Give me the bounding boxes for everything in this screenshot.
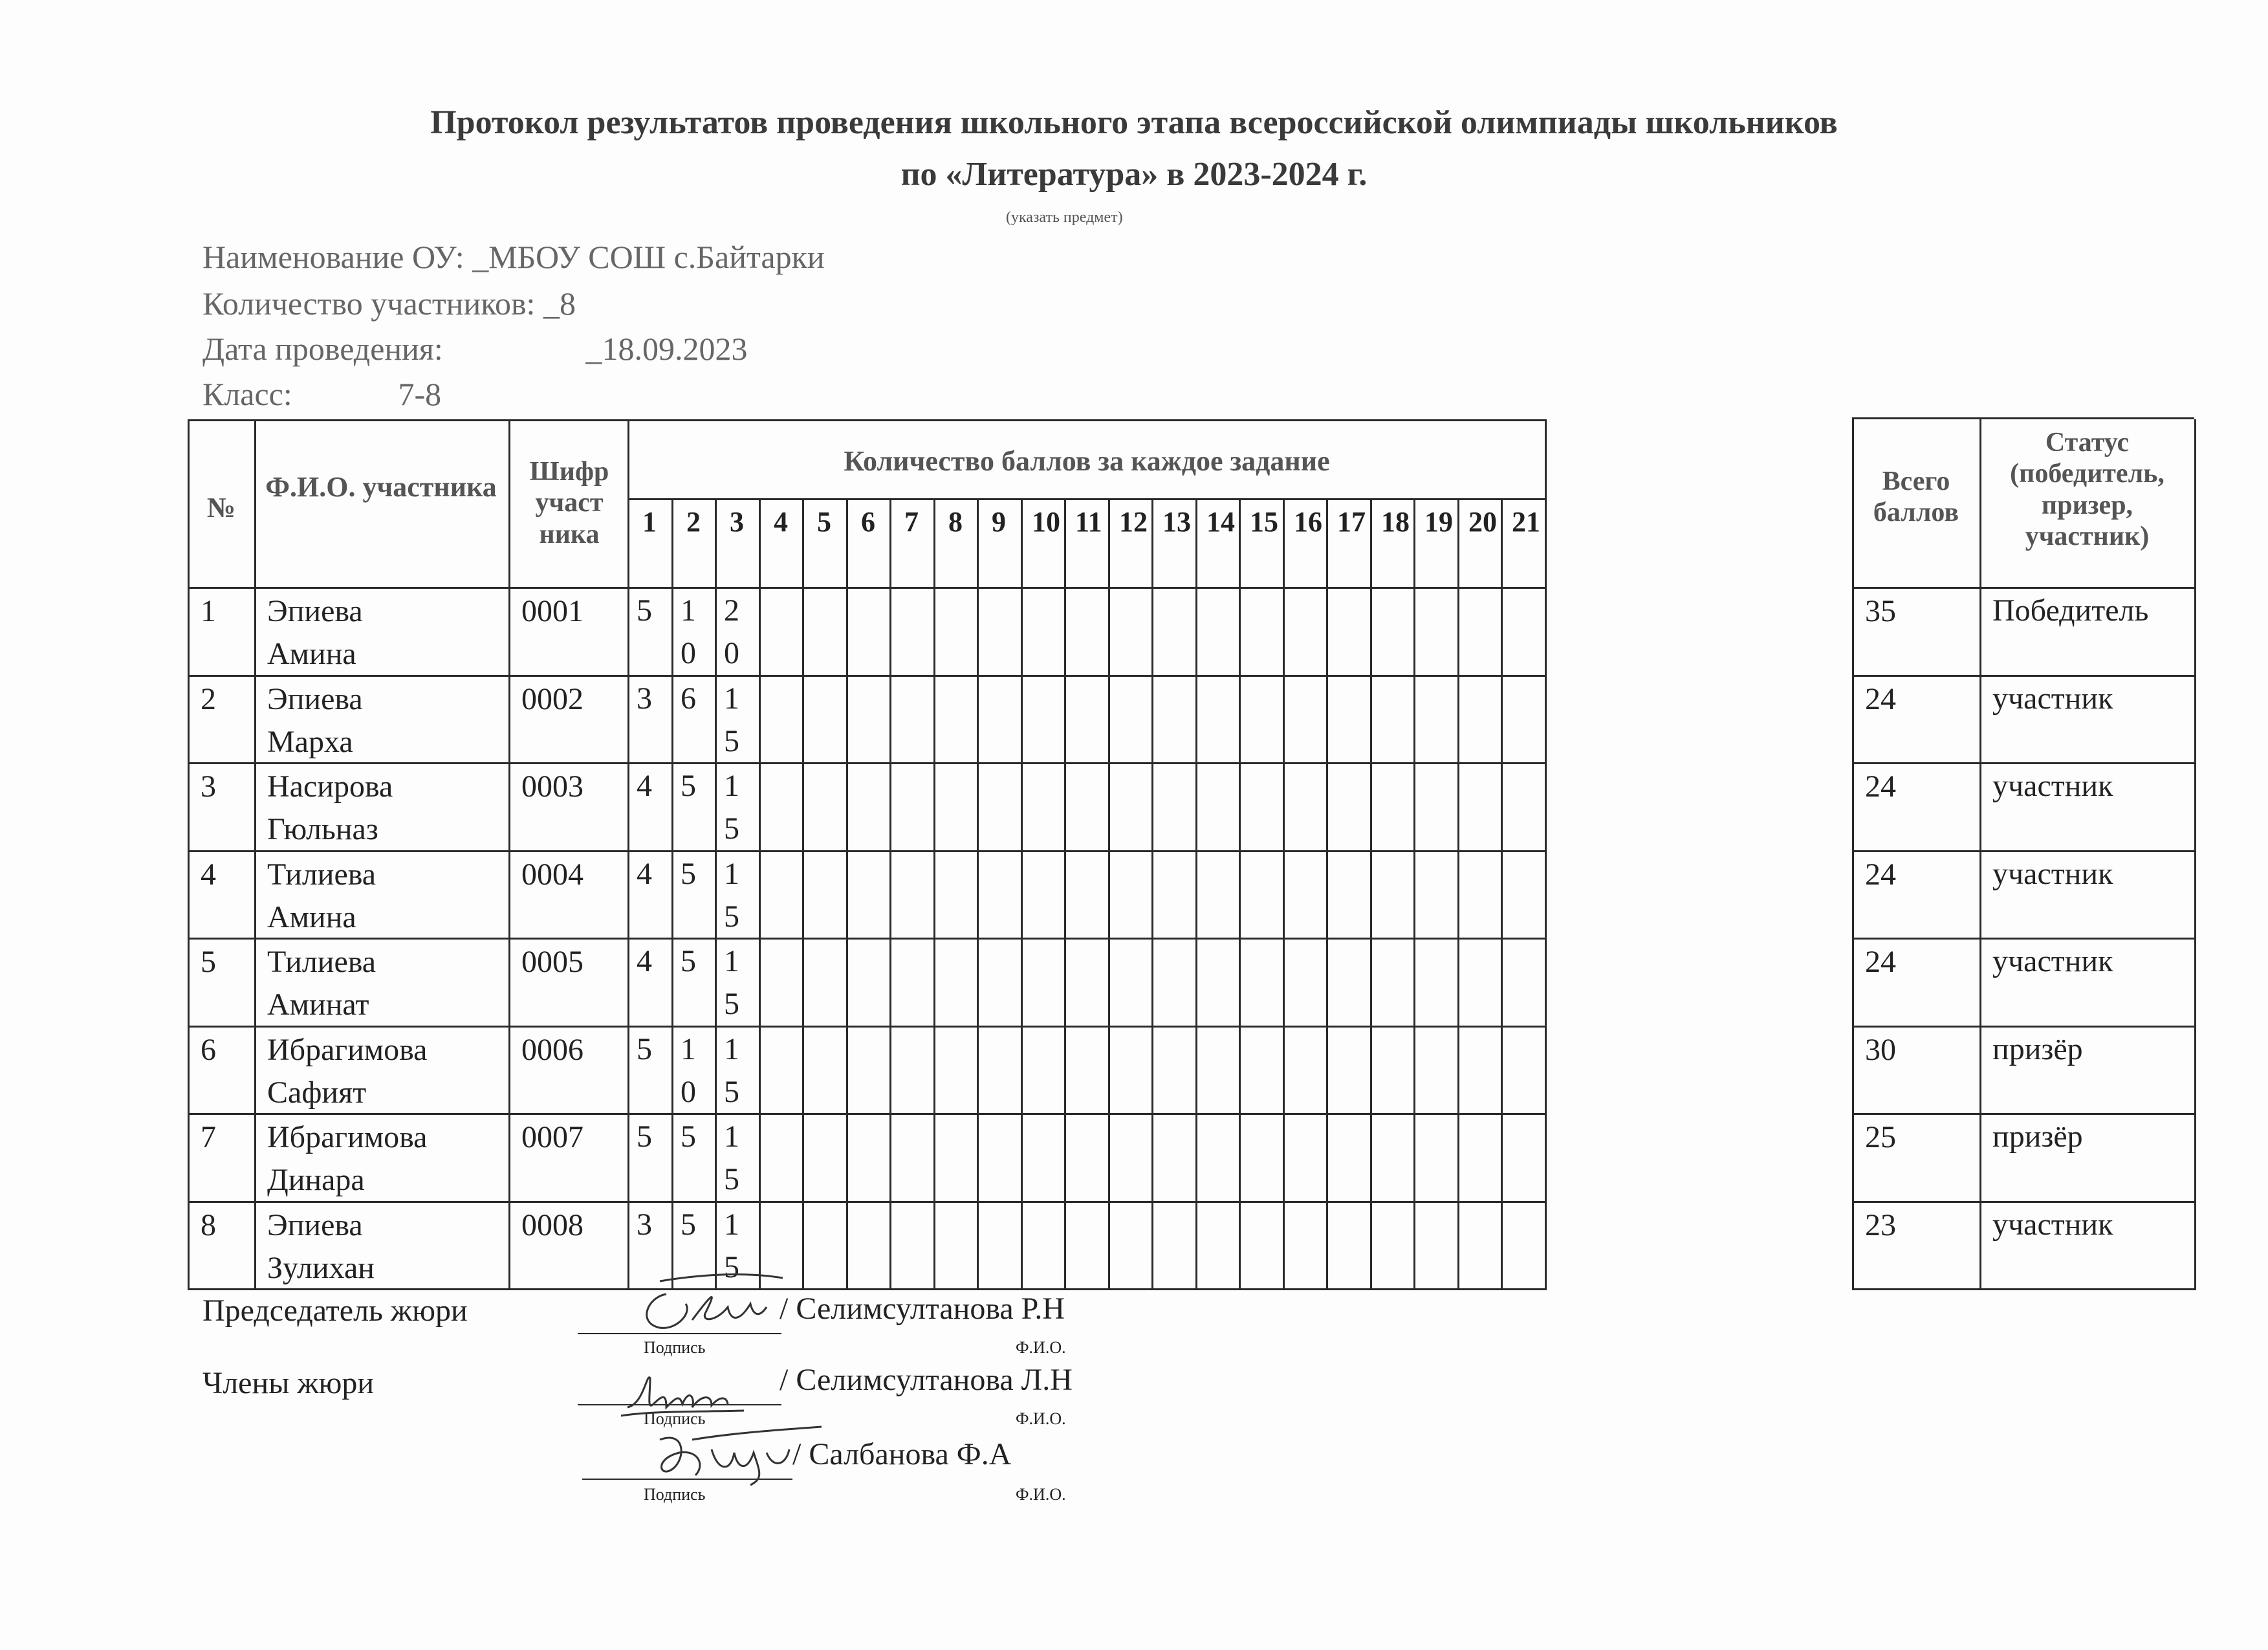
participant-code: 0006 bbox=[521, 1033, 583, 1067]
column-line bbox=[188, 419, 190, 1290]
count-value: _8 bbox=[543, 285, 576, 322]
header-bottom-line-right bbox=[1852, 587, 2194, 589]
task-number-header: 1 bbox=[642, 506, 657, 538]
task-score-3: 15 bbox=[724, 857, 739, 934]
task-score-1: 5 bbox=[637, 1119, 652, 1154]
task-column-line bbox=[889, 498, 891, 1290]
table-border-top-right bbox=[1852, 417, 2194, 419]
task-score-1: 4 bbox=[637, 857, 652, 891]
participant-status: Победитель bbox=[1992, 593, 2149, 628]
task-score-1: 4 bbox=[637, 769, 652, 803]
participant-code: 0007 bbox=[521, 1120, 583, 1154]
participant-last-name: Тилиева bbox=[267, 945, 376, 979]
chair-signature-image bbox=[621, 1268, 789, 1339]
participant-first-name: Аминат bbox=[267, 987, 369, 1022]
row-line-right bbox=[1852, 850, 2194, 852]
task-score-3: 15 bbox=[724, 681, 739, 758]
member1-signature-image bbox=[615, 1359, 757, 1424]
task-column-line bbox=[1239, 498, 1241, 1290]
participant-last-name: Эпиева bbox=[267, 594, 363, 628]
column-line bbox=[254, 419, 256, 1290]
task-column-line bbox=[671, 498, 673, 1290]
tasks-subheader-line bbox=[627, 498, 1545, 500]
participant-code: 0002 bbox=[521, 682, 583, 716]
participant-last-name: Насирова bbox=[267, 769, 393, 804]
class-value: 7-8 bbox=[398, 376, 442, 412]
task-score-1: 4 bbox=[637, 944, 652, 978]
header-tasks: Количество баллов за каждое задание bbox=[844, 445, 1330, 477]
row-number: 2 bbox=[201, 682, 216, 716]
task-column-line bbox=[1151, 498, 1153, 1290]
header-bottom-line bbox=[188, 587, 1545, 589]
participant-code: 0001 bbox=[521, 594, 583, 628]
row-line bbox=[188, 1026, 1545, 1028]
chair-name: / Селимсултанова Р.Н bbox=[780, 1292, 1065, 1326]
participant-last-name: Ибрагимова bbox=[267, 1033, 428, 1067]
participant-last-name: Эпиева bbox=[267, 1208, 363, 1242]
row-number: 4 bbox=[201, 857, 216, 892]
member2-signature-caption: Подпись bbox=[644, 1485, 706, 1504]
row-line-right bbox=[1852, 1201, 2194, 1203]
chair-fio-caption: Ф.И.О. bbox=[1016, 1338, 1066, 1357]
task-number-header: 4 bbox=[774, 506, 788, 538]
row-line-right bbox=[1852, 1113, 2194, 1115]
task-column-line bbox=[846, 498, 848, 1290]
chair-label: Председатель жюри bbox=[202, 1293, 468, 1328]
column-line bbox=[1852, 419, 1854, 1290]
row-line-right bbox=[1852, 762, 2194, 764]
task-column-line bbox=[977, 498, 979, 1290]
task-number-header: 16 bbox=[1294, 506, 1322, 538]
header-total: Всего баллов bbox=[1873, 467, 1959, 528]
participant-status: участник bbox=[1992, 1207, 2113, 1242]
member1-fio-caption: Ф.И.О. bbox=[1016, 1409, 1066, 1428]
total-score: 30 bbox=[1865, 1033, 1896, 1067]
task-number-header: 8 bbox=[948, 506, 963, 538]
task-score-3: 15 bbox=[724, 1119, 739, 1196]
member1-signature-caption: Подпись bbox=[644, 1409, 706, 1428]
task-number-header: 3 bbox=[730, 506, 744, 538]
row-line bbox=[188, 762, 1545, 764]
total-score: 25 bbox=[1865, 1120, 1896, 1154]
participant-first-name: Гюльназ bbox=[267, 812, 378, 846]
date-value: _18.09.2023 bbox=[585, 331, 748, 367]
task-number-header: 6 bbox=[861, 506, 875, 538]
task-column-line bbox=[1283, 498, 1285, 1290]
task-number-header: 2 bbox=[686, 506, 701, 538]
task-score-2: 5 bbox=[681, 944, 696, 978]
row-number: 7 bbox=[201, 1120, 216, 1154]
task-score-3: 20 bbox=[724, 593, 739, 670]
task-number-header: 5 bbox=[817, 506, 831, 538]
column-line bbox=[508, 419, 510, 1290]
task-score-1: 5 bbox=[637, 593, 652, 628]
date-label: Дата проведения: bbox=[202, 331, 443, 367]
participant-last-name: Эпиева bbox=[267, 682, 363, 716]
row-line-right bbox=[1852, 1288, 2194, 1290]
participant-code: 0003 bbox=[521, 769, 583, 804]
participant-first-name: Амина bbox=[267, 900, 356, 934]
row-line bbox=[188, 1113, 1545, 1115]
row-number: 3 bbox=[201, 769, 216, 804]
column-line bbox=[1545, 419, 1547, 1290]
participant-first-name: Динара bbox=[267, 1163, 365, 1197]
member1-name: / Селимсултанова Л.Н bbox=[780, 1363, 1073, 1397]
total-score: 35 bbox=[1865, 594, 1896, 628]
task-column-line bbox=[1021, 498, 1023, 1290]
task-column-line bbox=[1195, 498, 1197, 1290]
task-number-header: 20 bbox=[1468, 506, 1497, 538]
task-column-line bbox=[1064, 498, 1066, 1290]
participant-status: участник bbox=[1992, 944, 2113, 978]
count-label: Количество участников: bbox=[202, 285, 536, 322]
participant-code: 0004 bbox=[521, 857, 583, 892]
header-num: № bbox=[206, 492, 236, 523]
total-score: 23 bbox=[1865, 1208, 1896, 1242]
task-score-1: 5 bbox=[637, 1032, 652, 1066]
row-line-right bbox=[1852, 675, 2194, 677]
row-number: 1 bbox=[201, 594, 216, 628]
participant-first-name: Сафият bbox=[267, 1075, 367, 1110]
task-column-line bbox=[715, 498, 717, 1290]
row-line bbox=[188, 675, 1545, 677]
header-code: Шифр участ ника bbox=[529, 457, 609, 549]
task-column-line bbox=[1457, 498, 1459, 1290]
task-column-line bbox=[1370, 498, 1372, 1290]
header-status: Статус (победитель, призер, участник) bbox=[2010, 428, 2164, 551]
task-number-header: 9 bbox=[992, 506, 1006, 538]
participant-code: 0005 bbox=[521, 945, 583, 979]
task-score-2: 5 bbox=[681, 1119, 696, 1154]
row-line bbox=[188, 938, 1545, 940]
participant-status: участник bbox=[1992, 681, 2113, 716]
task-number-header: 11 bbox=[1075, 506, 1102, 538]
total-score: 24 bbox=[1865, 682, 1896, 716]
task-column-line bbox=[1326, 498, 1328, 1290]
task-score-1: 3 bbox=[637, 681, 652, 716]
task-column-line bbox=[1108, 498, 1110, 1290]
task-number-header: 17 bbox=[1337, 506, 1366, 538]
participant-last-name: Ибрагимова bbox=[267, 1120, 428, 1154]
task-score-3: 15 bbox=[724, 1032, 739, 1109]
row-line bbox=[188, 1201, 1545, 1203]
row-line bbox=[188, 1288, 1545, 1290]
task-number-header: 12 bbox=[1119, 506, 1148, 538]
participant-first-name: Амина bbox=[267, 637, 356, 671]
task-score-3: 15 bbox=[724, 944, 739, 1021]
row-number: 5 bbox=[201, 945, 216, 979]
column-line bbox=[627, 419, 629, 1290]
total-score: 24 bbox=[1865, 769, 1896, 804]
row-line-right bbox=[1852, 938, 2194, 940]
title-line-2: по «Литература» в 2023-2024 г. bbox=[900, 156, 1368, 193]
subject-hint: (указать предмет) bbox=[1006, 209, 1123, 226]
task-number-header: 10 bbox=[1032, 506, 1060, 538]
task-score-2: 5 bbox=[681, 769, 696, 803]
row-number: 6 bbox=[201, 1033, 216, 1067]
participant-status: призёр bbox=[1992, 1032, 2083, 1066]
task-score-3: 15 bbox=[724, 769, 739, 846]
task-score-1: 3 bbox=[637, 1207, 652, 1242]
header-name: Ф.И.О. участника bbox=[265, 471, 497, 503]
column-line bbox=[1979, 419, 1981, 1290]
title-line-1: Протокол результатов проведения школьного этапа всероссийской олимпиады школьников bbox=[430, 104, 1838, 141]
participant-status: участник bbox=[1992, 769, 2113, 803]
total-score: 24 bbox=[1865, 945, 1896, 979]
participant-status: участник bbox=[1992, 857, 2113, 891]
member2-fio-caption: Ф.И.О. bbox=[1016, 1485, 1066, 1504]
task-score-2: 10 bbox=[681, 593, 696, 670]
school-label: Наименование ОУ: bbox=[202, 239, 464, 275]
task-column-line bbox=[759, 498, 761, 1290]
task-column-line bbox=[933, 498, 935, 1290]
task-column-line bbox=[1501, 498, 1503, 1290]
task-column-line bbox=[802, 498, 804, 1290]
participant-first-name: Марха bbox=[267, 725, 353, 759]
task-score-3: 15 bbox=[724, 1207, 739, 1284]
task-number-header: 13 bbox=[1162, 506, 1191, 538]
row-line bbox=[188, 850, 1545, 852]
chair-signature-caption: Подпись bbox=[644, 1338, 706, 1357]
task-number-header: 18 bbox=[1381, 506, 1410, 538]
column-line bbox=[2194, 419, 2196, 1290]
task-score-2: 5 bbox=[681, 857, 696, 891]
task-number-header: 15 bbox=[1250, 506, 1278, 538]
task-number-header: 7 bbox=[904, 506, 919, 538]
table-border-top bbox=[188, 419, 1545, 421]
task-column-line bbox=[1413, 498, 1415, 1290]
row-number: 8 bbox=[201, 1208, 216, 1242]
task-score-2: 5 bbox=[681, 1207, 696, 1242]
row-line-right bbox=[1852, 1026, 2194, 1028]
task-number-header: 19 bbox=[1424, 506, 1453, 538]
school-value: _МБОУ СОШ с.Байтарки bbox=[472, 239, 825, 275]
member2-signature-image bbox=[634, 1420, 828, 1491]
members-label: Члены жюри bbox=[202, 1366, 375, 1400]
task-score-2: 10 bbox=[681, 1032, 696, 1109]
participant-first-name: Зулихан bbox=[267, 1251, 375, 1285]
task-number-header: 21 bbox=[1512, 506, 1540, 538]
class-label: Класс: bbox=[202, 376, 292, 412]
participant-status: призёр bbox=[1992, 1119, 2083, 1154]
member2-name: / Салбанова Ф.А bbox=[792, 1437, 1012, 1471]
task-score-2: 6 bbox=[681, 681, 696, 716]
participant-last-name: Тилиева bbox=[267, 857, 376, 892]
task-number-header: 14 bbox=[1206, 506, 1235, 538]
total-score: 24 bbox=[1865, 857, 1896, 892]
participant-code: 0008 bbox=[521, 1208, 583, 1242]
